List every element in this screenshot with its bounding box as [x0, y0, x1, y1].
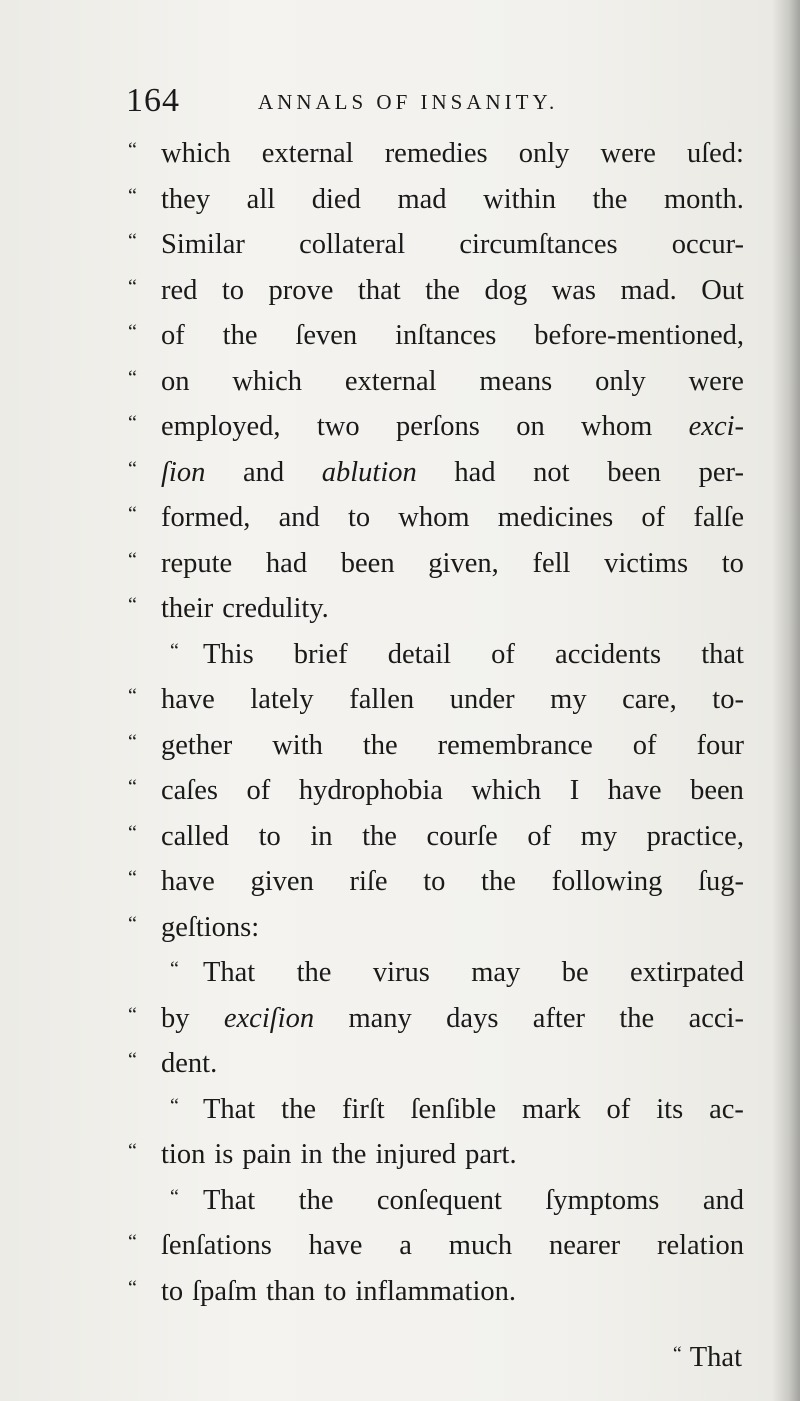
quote-mark: “	[170, 1094, 179, 1117]
text-line: “ employed, two perſons on whom exci-	[128, 411, 744, 442]
quote-mark: “	[170, 639, 179, 662]
text-line: “ dent.	[128, 1048, 218, 1079]
body-text	[128, 138, 744, 1321]
text-line: “ red to prove that the dog was mad. Out	[128, 274, 744, 306]
quote-mark: “	[128, 412, 137, 434]
text-line: “ which external remedies only were uſed:	[128, 138, 744, 169]
paragraph-start-line: “ That the firſt ſenſible mark of its ac-	[170, 1093, 744, 1125]
quote-mark: “	[128, 275, 137, 298]
page-header	[126, 82, 746, 122]
quote-mark: “	[128, 548, 137, 571]
quote-mark: “	[128, 776, 137, 798]
text-line: “ repute had been given, fell victims to	[128, 547, 744, 579]
text-line: “ ſenſations have a much nearer relation	[128, 1230, 744, 1261]
quote-mark: “	[128, 503, 137, 525]
running-title: ANNALS OF INSANITY.	[258, 90, 559, 114]
quote-mark: “	[128, 594, 137, 616]
text-line: “ on which external means only were	[128, 365, 744, 397]
quote-mark: “	[128, 821, 137, 844]
catchword	[673, 1342, 742, 1374]
paragraph-start-line: “ That the conſequent ſymptoms and	[170, 1184, 744, 1216]
text-line: “ they all died mad within the month.	[128, 183, 744, 215]
text-line: “ to ſpaſm than to inflammation.	[128, 1275, 517, 1307]
catchword-text: That	[689, 1342, 742, 1373]
text-line: “ gether with the remembrance of four	[128, 729, 744, 761]
quote-mark: “	[128, 730, 137, 753]
quote-mark: “	[128, 230, 137, 252]
quote-mark: “	[170, 1185, 179, 1208]
text-line: “ formed, and to whom medicines of falſe	[128, 502, 744, 533]
quote-mark: “	[170, 958, 179, 980]
text-line: “ have lately fallen under my care, to-	[128, 684, 744, 715]
text-line: “ their credulity.	[128, 593, 329, 624]
quote-mark: “	[128, 321, 137, 343]
paragraph-start-line: “ That the virus may be extirpated	[170, 957, 744, 988]
text-line: “ Similar collateral circumſtances occur-	[128, 229, 744, 260]
paragraph-start-line: “ This brief detail of accidents that	[170, 638, 744, 670]
quote-mark: “	[128, 366, 137, 389]
quote-mark: “	[128, 139, 137, 161]
text-line: “ ſion and ablution had not been per-	[128, 456, 744, 488]
quote-mark: “	[128, 912, 137, 935]
quote-mark: “	[672, 1343, 682, 1365]
quote-mark: “	[128, 1231, 137, 1253]
page-number: 164	[126, 82, 180, 119]
page-gutter-shadow	[772, 0, 800, 1401]
text-line: “ geſtions:	[128, 911, 260, 943]
quote-mark: “	[128, 685, 137, 707]
quote-mark: “	[128, 184, 137, 207]
quote-mark: “	[128, 1140, 137, 1162]
text-line: “ tion is pain in the injured part.	[128, 1139, 517, 1170]
quote-mark: “	[128, 1003, 137, 1026]
text-line: “ have given riſe to the following ſug-	[128, 866, 744, 897]
quote-mark: “	[128, 457, 137, 480]
text-line: “ of the ſeven inſtances before-mentioned,	[128, 320, 744, 351]
text-line: “ caſes of hydrophobia which I have been	[128, 775, 744, 806]
text-line: “ called to in the courſe of my practice,	[128, 820, 744, 852]
quote-mark: “	[128, 867, 137, 889]
quote-mark: “	[128, 1276, 137, 1299]
text-line: “ by exciſion many days after the acci-	[128, 1002, 744, 1034]
quote-mark: “	[128, 1049, 137, 1071]
